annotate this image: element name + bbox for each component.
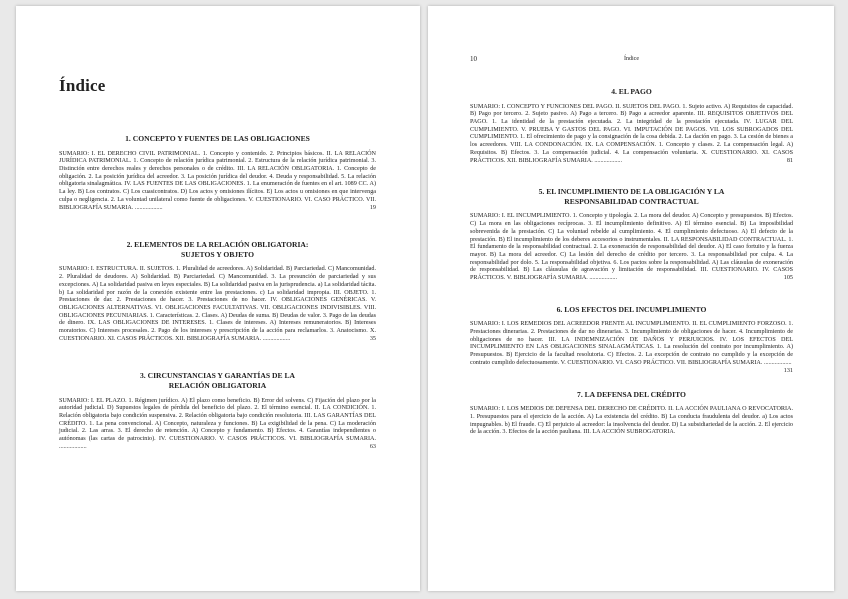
section-summary bbox=[59, 398, 376, 452]
toc-section-2 bbox=[59, 240, 376, 343]
toc-section-4 bbox=[470, 87, 793, 165]
toc-section-1 bbox=[59, 134, 376, 212]
summary-text: SUMARIO: I. ESTRUCTURA. II. SUJETOS. 1. Pluralidad de acreedores. A) Solidaridad. B) Parciariedad. C) Mancomunidad. 2. Pluralidad de deudores. A) Solidaridad. B) Parciariedad. C) Mancomunidad. 3. La presunción de parciariedad y sus excepciones. A) La solidaridad pasiva en leyes especiales. B) La solidaridad pasiva en la jurisprudencia. a) La solidaridad tácita. b) La solidaridad por razón de la conexión existente entre las prestaciones. c) La solidaridad impropia. III. OBJETO. 1. Prestaciones de dar. 2. Prestaciones de hacer. 3. Prestaciones de no hacer. IV. OBLIGACIONES GENÉRICAS. V. OBLIGACIONES ALTERNATIVAS. VI. OBLIGACIONES FACULTATIVAS. VII. OBLIGACIONES INDIVISIBLES. VIII. OBLIGACIONES PECUNIARIAS. 1. Características. 2. Clases. A) Deudas de suma. B) Deudas de valor. 3. Pago de las deudas de dinero. IX. LAS OBLIGACIONES DE INTERESES. 1. Clases de intereses. A) Intereses remuneratorios. B) Intereses moratorios. C) Intereses procesales. 2. Pago de los intereses y prescripción de la acción para reclamarlos. 3. Anatocismo. X. CUESTIONARIO. XI. CASOS PRÁCTICOS. XII. BIBLIOGRAFÍA SUMARIA. .................. bbox=[59, 266, 376, 342]
left-page bbox=[16, 6, 420, 591]
page-reference[interactable]: 81 bbox=[786, 157, 793, 164]
section-summary bbox=[470, 213, 793, 282]
index-title: Índice bbox=[59, 76, 106, 95]
page-reference[interactable]: 131 bbox=[783, 367, 793, 374]
running-title: Índice bbox=[624, 56, 639, 62]
section-title: 3. CIRCUNSTANCIAS Y GARANTÍAS DE LA RELACIÓN OBLIGATORIA bbox=[140, 371, 295, 391]
toc-section-6 bbox=[470, 304, 793, 374]
page-reference[interactable]: 19 bbox=[369, 204, 376, 211]
summary-text: SUMARIO: I. EL DERECHO CIVIL PATRIMONIAL. 1. Concepto y contenido. 2. Principios básicos. II. LA RELACIÓN JURÍDICA PATRIMONIAL. 1. Concepto de relación jurídica patrimonial. 2. Estructura de la relación jurídica patrimonial. 3. Distinción entre derechos reales y derechos personales o de crédito. III. LA RELACIÓN OBLIGATORIA. 1. Concepto de obligación. 2. La posición jurídica del acreedor. 3. La posición jurídica del deudor. 4. Deuda y responsabilidad. 5. La relación obligatoria sinalagmática. IV. LAS FUENTES DE LAS OBLIGACIONES. 1. La enumeración de fuentes en el art. 1089 CC. A) La ley. B) Los contratos. C) Los cuasicontratos. D) Los actos y omisiones ilícitos. E) Los actos u omisiones en que intervenga culpa o negligencia. 2. La voluntad unilateral como fuente de obligaciones. V. CUESTIONARIO. VI. CASO PRÁCTICO. VII. BIBLIOGRAFÍA SUMARIA. .................. bbox=[59, 150, 376, 211]
summary-text: SUMARIO: I. EL INCUMPLIMIENTO. 1. Concepto y tipología. 2. La mora del deudor. A) Concepto y presupuestos. B) Efectos. C) La mora en las obligaciones recíprocas. 3. El incumplimiento definitivo. A) El término esencial. B) La imposibilidad sobrevenida de la prestación. C) La voluntad rebelde al cumplimiento. 4. El cumplimiento defectuoso. A) El defecto de la prestación. B) El incumplimiento de los deberes accesorios o instrumentales. II. LA RESPONSABILIDAD CONTRACTUAL. 1. El fundamento de la responsabilidad contractual. 2. La exoneración de responsabilidad del deudor. A) El caso fortuito y la fuerza mayor. B) La mora del acreedor. C) La lesión del derecho de crédito por tercero. 3. La responsabilidad por culpa. 4. La responsabilidad por dolo. 5. La responsabilidad objetiva. 6. Los pactos sobre la responsabilidad. A) Las cláusulas de exoneración de responsabilidad. B) Las cláusulas de agravación y limitación de responsabilidad. III. CUESTIONARIO. IV. CASOS PRÁCTICOS. V. BIBLIOGRAFÍA SUMARIA. .................. bbox=[470, 213, 793, 282]
page-reference[interactable]: 105 bbox=[783, 275, 793, 282]
section-summary bbox=[59, 151, 376, 213]
section-title: 7. LA DEFENSA DEL CRÉDITO bbox=[577, 389, 686, 399]
section-title: 2. ELEMENTOS DE LA RELACIÓN OBLIGATORIA: SUJETOS Y OBJETO bbox=[126, 240, 309, 259]
toc-section-7 bbox=[470, 390, 793, 437]
section-summary bbox=[59, 266, 376, 343]
summary-text: SUMARIO: I. LOS MEDIOS DE DEFENSA DEL DERECHO DE CRÉDITO. II. LA ACCIÓN PAULIANA O REVOCATORIA. 1. Presupuestos para el ejercicio de la acción. A) La existencia del crédito. B) La conducta fraudulenta del deudor. a) Los actos impugnables. b) El fraude. C) El perjuicio al acreedor: la insolvencia del deudor. D) La subsidiariedad de la acción. 2. El ejercicio de la acción. 3. Efectos de la acción pauliana. III. LA ACCIÓN SUBROGATORIA. bbox=[470, 406, 793, 436]
running-header bbox=[470, 55, 793, 65]
summary-text: SUMARIO: I. EL PLAZO. 1. Régimen jurídico. A) El plazo como beneficio. B) Error del solvens. C) Fijación del plazo por la autoridad judicial. D) Supuestos legales de pérdida del beneficio del plazo. 2. El término esencial. II. LA CONDICIÓN. 1. Relación obligatoria bajo condición suspensiva. 2. Relación obligatoria bajo condición resolutoria. III. LAS GARANTÍAS DEL CRÉDITO. 1. La pena convencional. A) Concepto, naturaleza y funciones. B) La exigibilidad de la pena. C) La moderación judicial. 2. Las arras. 3. El derecho de retención. A) Concepto y fundamento. B) Efectos. 4. Garantías independientes o autónomas (las cartas de patrocinio). IV. CUESTIONARIO. V. CASOS PRÁCTICOS. VI. BIBLIOGRAFÍA SUMARIA. .................. bbox=[59, 397, 376, 450]
page-reference[interactable]: 63 bbox=[369, 443, 376, 450]
page-number: 10 bbox=[470, 55, 477, 63]
section-title: 1. CONCEPTO Y FUENTES DE LAS OBLIGACIONES bbox=[125, 134, 310, 143]
section-title: 5. EL INCUMPLIMIENTO DE LA OBLIGACIÓN Y LA RESPONSABILIDAD CONTRACTUAL bbox=[538, 187, 725, 206]
summary-text: SUMARIO: I. CONCEPTO Y FUNCIONES DEL PAGO. II. SUJETOS DEL PAGO. 1. Sujeto activo. A) Requisitos de capacidad. B) Pago por tercero. 2. Sujeto pasivo. A) Pago a tercero. B) Pago a acreedor aparente. III. REQUISITOS OBJETIVOS DEL PAGO. 1. La identidad de la prestación ejecutada. 2. La integridad de la prestación ejecutada. IV. LUGAR DEL CUMPLIMIENTO. V. PRUEBA Y GASTOS DEL PAGO. VI. IMPUTACIÓN DE PAGOS. VII. LOS SUBROGADOS DEL CUMPLIMIENTO. 1. El ofrecimiento de pago y la consignación de la cosa debida. 2. La dación en pago. 3. La cesión de bienes a los acreedores. VIII. LA CONDONACIÓN. IX. LA COMPENSACIÓN. 1. Concepto y clases. 2. La compensación legal. A) Requisitos. B) Efectos. 3. La compensación judicial. 4. La compensación voluntaria. X. CUESTIONARIO. XI. CASOS PRÁCTICOS. XII. BIBLIOGRAFÍA SUMARIA. .................. bbox=[470, 103, 793, 164]
section-summary bbox=[470, 104, 793, 166]
section-summary bbox=[470, 406, 793, 437]
section-summary bbox=[470, 321, 793, 374]
right-page bbox=[428, 6, 834, 591]
section-title: 4. EL PAGO bbox=[611, 87, 652, 96]
section-title: 6. LOS EFECTOS DEL INCUMPLIMIENTO bbox=[556, 304, 707, 314]
toc-section-3 bbox=[59, 371, 376, 451]
toc-section-5 bbox=[470, 187, 793, 283]
page-reference[interactable]: 35 bbox=[369, 335, 376, 342]
summary-text: SUMARIO: I. LOS REMEDIOS DEL ACREEDOR FRENTE AL INCUMPLIMIENTO. II. EL CUMPLIMIENTO FORZOSO. 1. Prestaciones dinerarias. 2. Prestaciones de dar no dinerarias. 3. Incumplimiento de obligaciones de hacer. 4. Incumplimiento de obligaciones de no hacer. III. LA INDEMNIZACIÓN DE DAÑOS Y PERJUICIOS. IV. LOS EFECTOS DEL INCUMPLIMIENTO EN LAS OBLIGACIONES SINALAGMÁTICAS. 1. La resolución del contrato por incumplimiento. A) Presupuestos. B) Ejercicio de la facultad resolutoria. C) Efectos. 2. La excepción de contrato no cumplido y la excepción de contrato cumplido defectuosamente. V. CUESTIONARIO. VI. CASO PRÁCTICO. VII. BIBLIOGRAFÍA SUMARIA. .................. bbox=[470, 321, 793, 366]
